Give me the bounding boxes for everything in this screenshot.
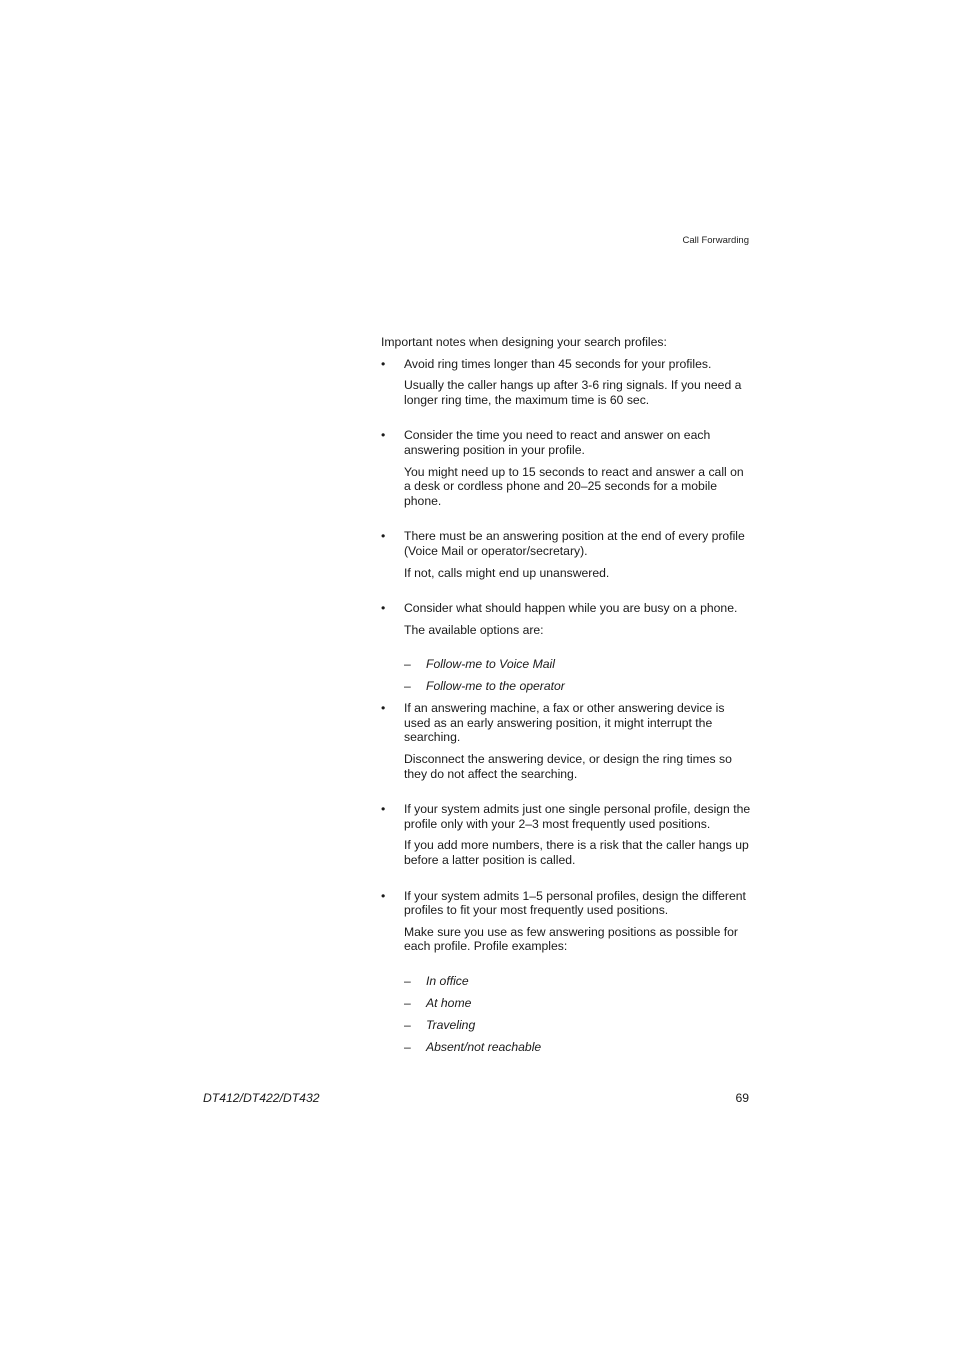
option-item [404,974,751,989]
dash-mark: – [404,974,411,988]
list-item [381,889,751,1055]
footer-model: DT412/DT422/DT432 [203,1091,320,1105]
bullet-mark: • [381,529,386,544]
option-item [404,679,751,694]
running-header: Call Forwarding [682,235,749,246]
note-detail: If you add more numbers, there is a risk that the caller hangs up before a latter position is called. [404,838,749,868]
option-item [404,1018,751,1033]
option-text: Absent/not reachable [426,1039,542,1054]
dash-mark: – [404,1017,411,1032]
note-detail: The available options are: [404,622,544,637]
note-main: Consider the time you need to react and answer on each answering position in your profile. [404,428,711,457]
list-item [381,601,751,694]
notes-list [381,357,751,1055]
option-item [404,657,751,672]
note-main: Avoid ring times longer than 45 seconds for your profiles. [404,356,712,371]
dash-mark: – [404,1039,411,1054]
bullet-mark: • [381,701,386,716]
bullet-mark: • [381,802,386,817]
note-detail: Disconnect the answering device, or design the ring times so they do not affect the searching. [404,752,732,781]
dash-mark: – [404,657,411,672]
option-text: At home [426,995,472,1010]
page-number: 69 [735,1091,749,1105]
options-list [404,974,751,1055]
main-content [381,335,751,1062]
note-main: If your system admits 1–5 personal profiles, design the different profiles to fit your most frequently used positions. [404,888,746,918]
option-text: In office [426,974,469,988]
note-main: If an answering machine, a fax or other answering device is used as an early answering position, it might interrupt the searching. [404,701,725,745]
list-item [381,428,751,508]
option-item [404,996,751,1011]
list-item [381,701,751,781]
option-text: Follow-me to Voice Mail [426,657,555,672]
note-detail: You might need up to 15 seconds to react and answer a call on a desk or cordless phone and 20–25 seconds for a mobile phone. [404,464,744,508]
option-text: Traveling [426,1017,476,1032]
dash-mark: – [404,995,411,1010]
option-text: Follow-me to the operator [426,679,565,694]
options-list [404,657,751,694]
intro-text: Important notes when designing your search profiles: [381,335,667,349]
note-detail: If not, calls might end up unanswered. [404,565,610,580]
bullet-mark: • [381,888,386,903]
dash-mark: – [404,679,411,694]
list-item [381,802,751,867]
note-detail: Make sure you use as few answering positions as possible for each profile. Profile examples: [404,924,738,954]
bullet-mark: • [381,428,386,443]
bullet-mark: • [381,356,386,371]
note-detail: Usually the caller hangs up after 3-6 ring signals. If you need a longer ring time, the maximum time is 60 sec. [404,378,742,407]
note-main: There must be an answering position at the end of every profile (Voice Mail or operator/secretary). [404,529,745,558]
note-main: Consider what should happen while you are busy on a phone. [404,601,738,616]
note-main: If your system admits just one single personal profile, design the profile only with your 2–3 most frequently used positions. [404,802,751,831]
bullet-mark: • [381,601,386,616]
list-item [381,529,751,580]
list-item [381,357,751,408]
option-item [404,1040,751,1055]
